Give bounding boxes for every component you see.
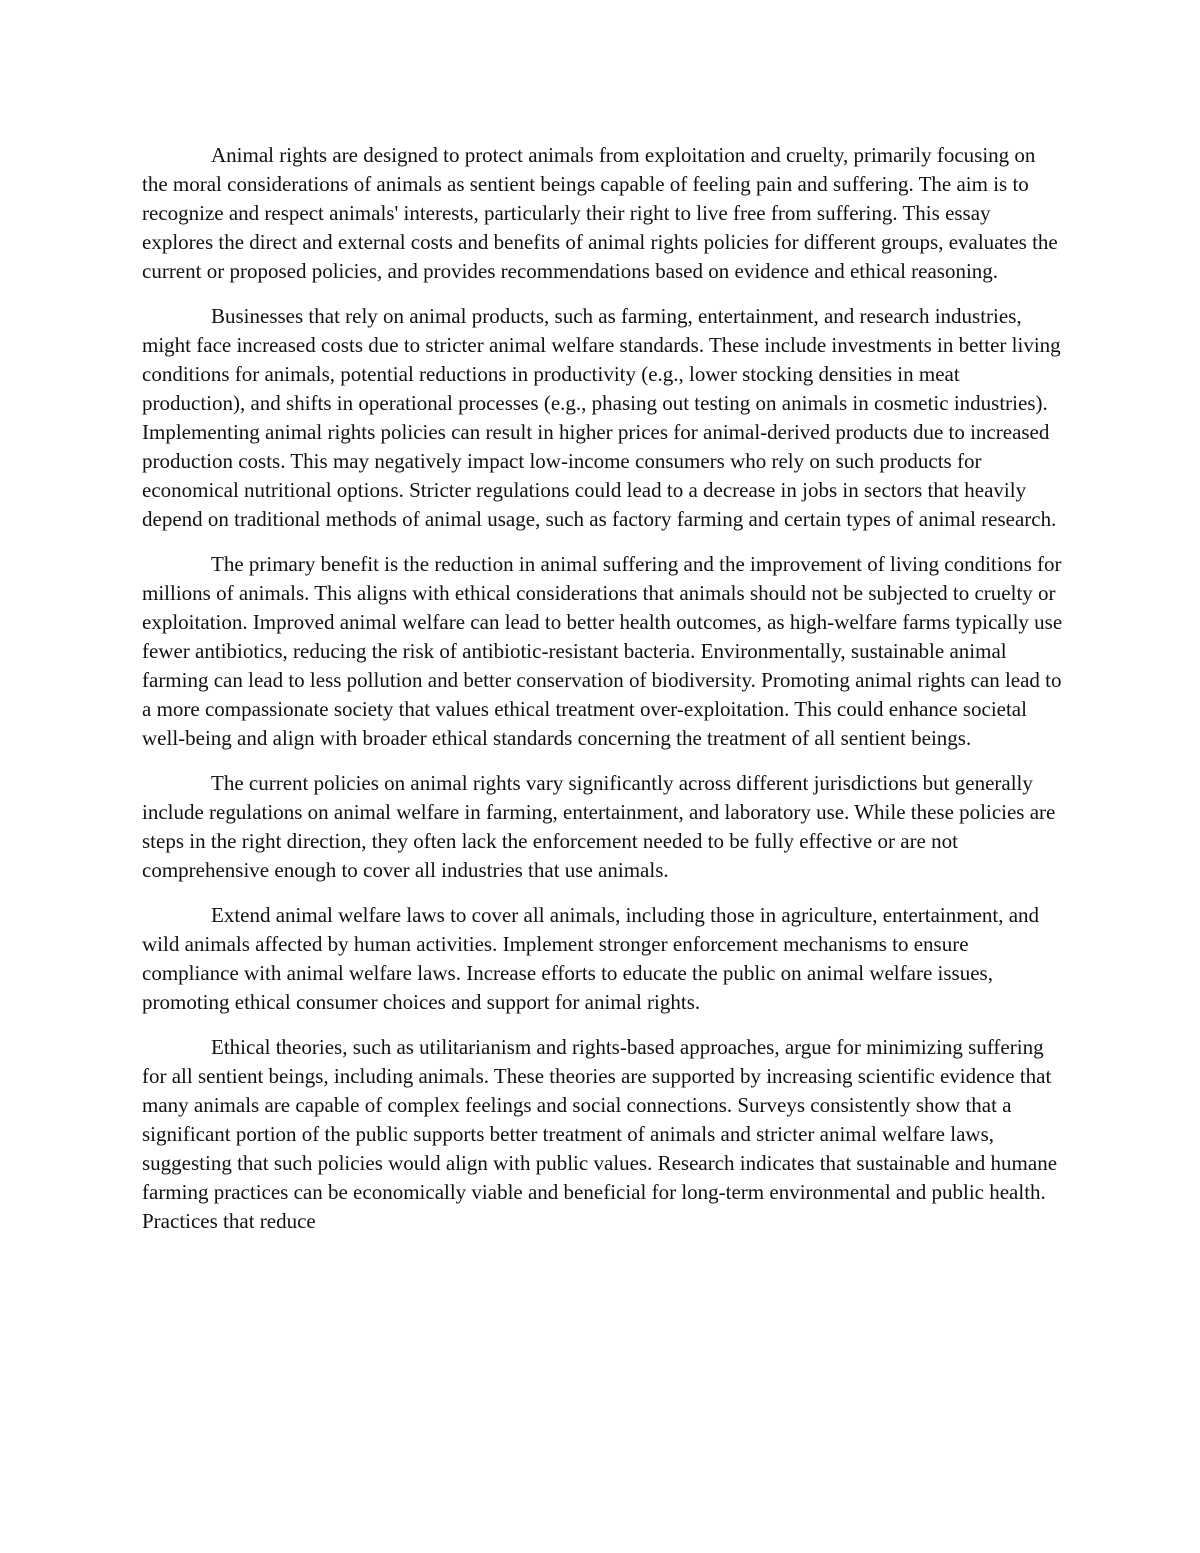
paragraph-costs: Businesses that rely on animal products, such as farming, entertainment, and research industries, might face increased costs due to stricter animal welfare standards. These include investments in better living conditions for animals, potential reductions in productivity (e.g., lower stocking densities in meat production), and shifts in operational processes (e.g., phasing out testing on animals in cosmetic industries). Implementing animal rights policies can result in higher prices for animal-derived products due to increased production costs. This may negatively impact low-income consumers who rely on such products for economical nutritional options. Stricter regulations could lead to a decrease in jobs in sectors that heavily depend on traditional methods of animal usage, such as factory farming and certain types of animal research.	[142, 304, 1061, 531]
paragraph-recommendations: Extend animal welfare laws to cover all animals, including those in agriculture, entertainment, and wild animals affected by human activities. Implement stronger enforcement mechanisms to ensure compliance with animal welfare laws. Increase efforts to educate the public on animal welfare issues, promoting ethical consumer choices and support for animal rights.	[142, 903, 1040, 1014]
document-page	[142, 141, 1064, 1252]
paragraph-current-policies: The current policies on animal rights vary significantly across different jurisdictions but generally include regulations on animal welfare in farming, entertainment, and laboratory use. While these policies are steps in the right direction, they often lack the enforcement needed to be fully effective or are not comprehensive enough to cover all industries that use animals.	[142, 771, 1056, 882]
paragraph-benefits: The primary benefit is the reduction in animal suffering and the improvement of living conditions for millions of animals. This aligns with ethical considerations that animals should not be subjected to cruelty or exploitation. Improved animal welfare can lead to better health outcomes, as high-welfare farms typically use fewer antibiotics, reducing the risk of antibiotic-resistant bacteria. Environmentally, sustainable animal farming can lead to less pollution and better conservation of biodiversity. Promoting animal rights can lead to a more compassionate society that values ethical treatment over-exploitation. This could enhance societal well-being and align with broader ethical standards concerning the treatment of all sentient beings.	[142, 552, 1063, 750]
paragraph-intro: Animal rights are designed to protect animals from exploitation and cruelty, primarily focusing on the moral considerations of animals as sentient beings capable of feeling pain and suffering. The aim is to recognize and respect animals' interests, particularly their right to live free from suffering. This essay explores the direct and external costs and benefits of animal rights policies for different groups, evaluates the current or proposed policies, and provides recommendations based on evidence and ethical reasoning.	[142, 143, 1058, 283]
paragraph-ethical-evidence: Ethical theories, such as utilitarianism and rights-based approaches, argue for minimizing suffering for all sentient beings, including animals. These theories are supported by increasing scientific evidence that many animals are capable of complex feelings and social connections. Surveys consistently show that a significant portion of the public supports better treatment of animals and stricter animal welfare laws, suggesting that such policies would align with public values. Research indicates that sustainable and humane farming practices can be economically viable and beneficial for long-term environmental and public health. Practices that reduce	[142, 1035, 1058, 1233]
